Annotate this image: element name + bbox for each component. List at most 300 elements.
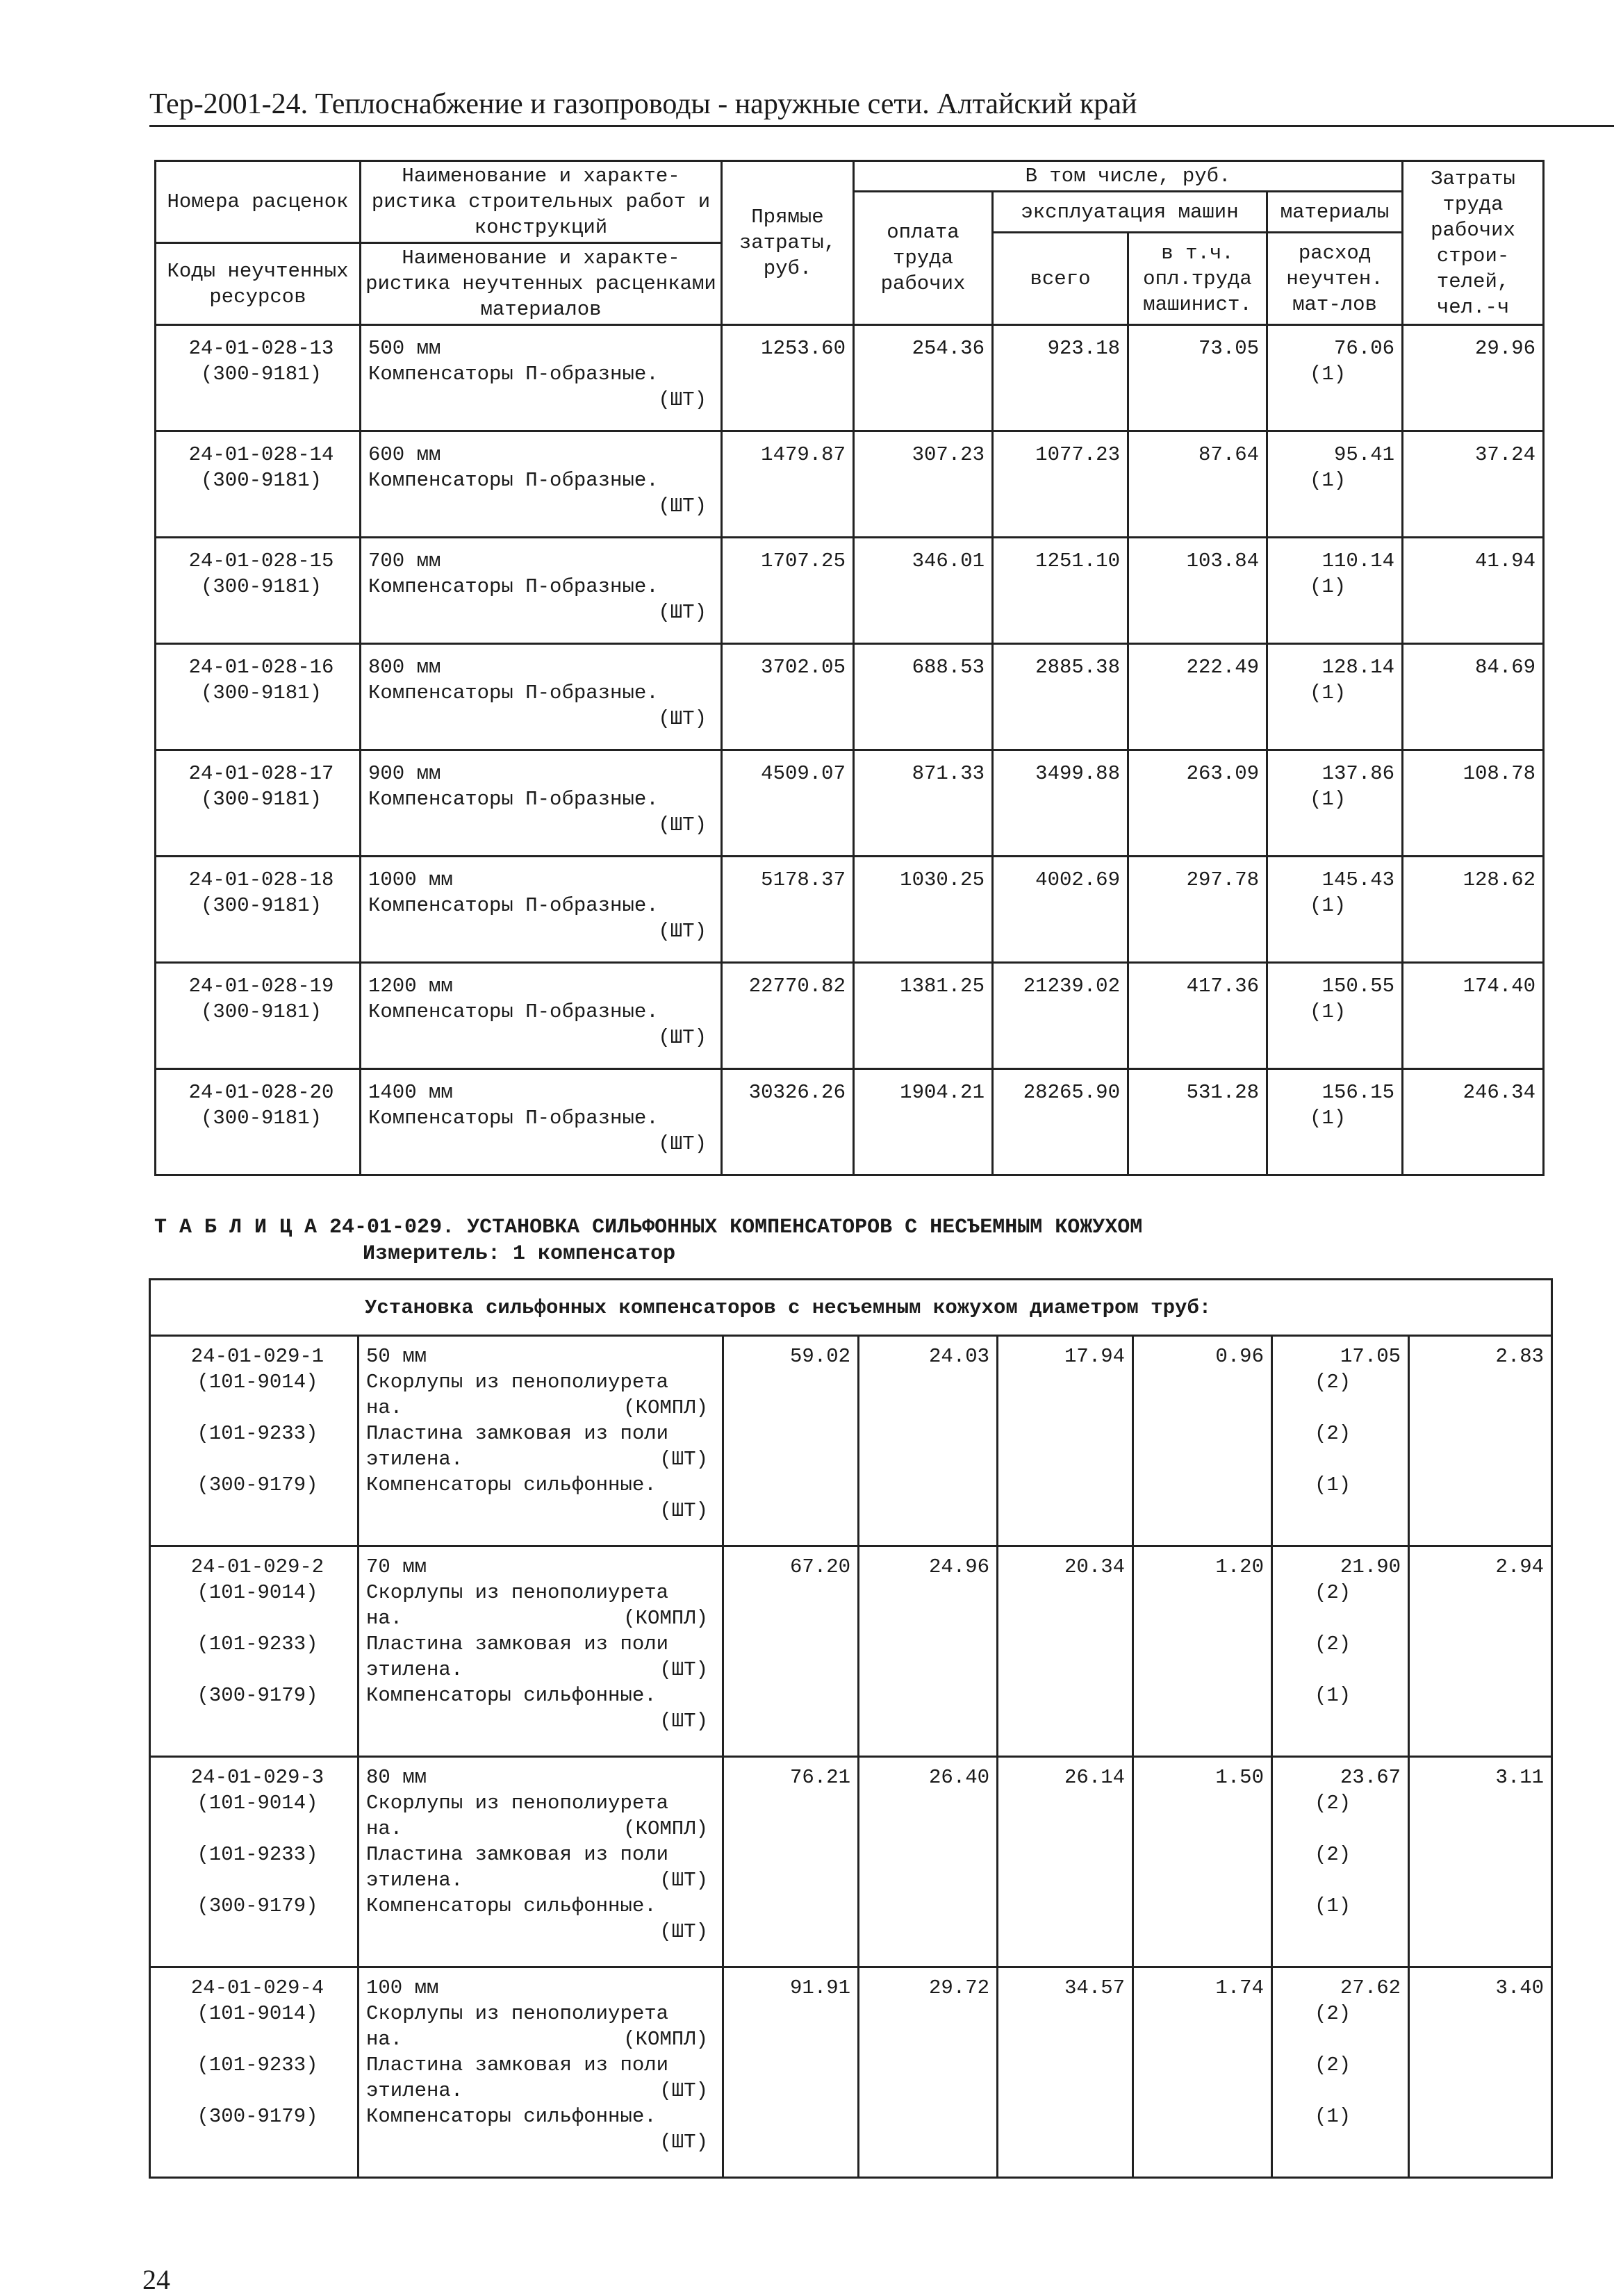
col-header-operator-pay: в т.ч. опл.труда машинист.: [1128, 233, 1267, 325]
cost-oper: 531.28: [1186, 1081, 1259, 1104]
materials-cost: 23.67: [1340, 1766, 1401, 1789]
cost-pay: 1904.21: [900, 1081, 985, 1104]
materials-cell: [1267, 325, 1403, 431]
materials-cell: [1267, 1069, 1403, 1175]
resource-code: (101-9014): [197, 1371, 318, 1394]
unit-label: (ШТ): [658, 388, 707, 411]
table-caption: Т А Б Л И Ц А 24-01-029. УСТАНОВКА СИЛЬФОННЫХ КОМПЕНСАТОРОВ С НЕСЪЕМНЫМ КОЖУХОМ: [154, 1216, 1143, 1239]
material-quantity: (2): [1315, 1581, 1351, 1604]
cost-direct-cell: [722, 1069, 854, 1175]
cost-oper: 1.20: [1215, 1555, 1264, 1578]
labor-cell: [1409, 1546, 1552, 1757]
rate-code: 24-01-029-1: [190, 1345, 324, 1368]
cost-direct: 67.20: [789, 1555, 850, 1578]
material-quantity: (1): [1310, 469, 1347, 492]
labor-hours: 174.40: [1463, 975, 1536, 998]
resource-code: (101-9233): [197, 2054, 318, 2076]
labor-hours: 3.40: [1495, 1976, 1545, 1999]
rate-code-cell: [156, 1069, 361, 1175]
material-name: Компенсаторы сильфонные.: [366, 1894, 657, 1917]
spacer: [1280, 1395, 1401, 1421]
cost-mach: 4002.69: [1035, 868, 1120, 891]
cost-mach: 3499.88: [1035, 762, 1120, 785]
rate-code: 24-01-029-4: [190, 1976, 324, 1999]
cost-direct-cell: [723, 1757, 859, 1967]
material-name: Компенсаторы П-образные.: [368, 575, 659, 598]
unit-label: (ШТ): [659, 1658, 708, 1681]
cost-oper-cell: [1128, 963, 1267, 1069]
cost-oper: 263.09: [1186, 762, 1259, 785]
cost-mach-cell: [993, 1069, 1128, 1175]
pipe-diameter: 600 мм: [368, 443, 441, 466]
rates-table-24-01-029: [149, 1278, 1553, 2179]
spacer: [1280, 1446, 1401, 1472]
table-row: [156, 644, 1544, 750]
cost-direct-cell: [722, 431, 854, 538]
material-line: [366, 2078, 715, 2104]
labor-hours: 108.78: [1463, 762, 1536, 785]
material-quantity: (1): [1315, 1894, 1351, 1917]
cost-pay: 26.40: [928, 1766, 989, 1789]
labor-cell: [1403, 431, 1544, 538]
material-name: Компенсаторы П-образные.: [368, 469, 659, 492]
table-row: [150, 1757, 1552, 1967]
materials-cell: [1267, 644, 1403, 750]
resource-code: (300-9179): [197, 1473, 318, 1496]
resource-code: (101-9014): [197, 2002, 318, 2025]
labor-cell: [1403, 538, 1544, 644]
material-quantity: (1): [1310, 1107, 1347, 1130]
resource-code: (101-9014): [197, 1792, 318, 1815]
material-quantity: (1): [1315, 1473, 1351, 1496]
materials-cell: [1272, 1757, 1409, 1967]
cost-direct-cell: [723, 1967, 859, 2178]
rate-code-cell: [150, 1546, 359, 1757]
labor-hours: 2.94: [1495, 1555, 1545, 1578]
work-description-cell: [361, 644, 722, 750]
material-quantity: (1): [1310, 575, 1347, 598]
cost-oper: 297.78: [1186, 868, 1259, 891]
spacer: [165, 1657, 350, 1683]
labor-cell: [1409, 1757, 1552, 1967]
unit-label: (ШТ): [658, 601, 707, 624]
cost-direct-cell: [723, 1546, 859, 1757]
table-row: [150, 1967, 1552, 2178]
rate-code: 24-01-028-16: [188, 656, 334, 679]
pipe-diameter: 80 мм: [366, 1766, 427, 1789]
spacer: [165, 2078, 350, 2104]
material-name: Компенсаторы сильфонные.: [366, 2105, 657, 2128]
material-quantity: (2): [1315, 1843, 1351, 1866]
rate-code: 24-01-028-14: [188, 443, 334, 466]
material-name-cont: этилена.: [366, 2079, 463, 2102]
work-description-cell: [359, 1336, 723, 1546]
col-header-materials: материалы: [1267, 192, 1403, 233]
labor-cell: [1403, 857, 1544, 963]
work-description-cell: [361, 538, 722, 644]
labor-hours: 246.34: [1463, 1081, 1536, 1104]
spacer: [1280, 2078, 1401, 2104]
cost-mach: 923.18: [1047, 337, 1120, 360]
table-row: [156, 857, 1544, 963]
rates-table-24-01-028: [154, 160, 1545, 1176]
cost-pay-cell: [854, 644, 993, 750]
materials-cell: [1267, 963, 1403, 1069]
work-description-cell: [361, 325, 722, 431]
material-quantity: (1): [1310, 894, 1347, 917]
labor-cell: [1403, 1069, 1544, 1175]
col-header-material-name: Наименование и характе- ристика неучтенных расценками материалов: [361, 243, 722, 325]
spacer: [1280, 1867, 1401, 1893]
rate-code: 24-01-028-13: [188, 337, 334, 360]
rate-code-cell: [150, 1967, 359, 2178]
col-header-including: В том числе, руб.: [854, 161, 1403, 192]
materials-cell: [1272, 1967, 1409, 2178]
spacer: [165, 1867, 350, 1893]
material-name: Пластина замковая из поли: [366, 1633, 669, 1655]
col-header-labor-pay: оплата труда рабочих: [854, 192, 993, 325]
cost-mach-cell: [993, 963, 1128, 1069]
material-name: Скорлупы из пенополиурета: [366, 1792, 669, 1815]
material-name: Компенсаторы П-образные.: [368, 788, 659, 811]
work-description-cell: [361, 963, 722, 1069]
cost-pay: 307.23: [912, 443, 985, 466]
cost-pay: 871.33: [912, 762, 985, 785]
materials-cost: 17.05: [1340, 1345, 1401, 1368]
resource-code: (101-9233): [197, 1843, 318, 1866]
material-line: [366, 1395, 715, 1421]
col-header-direct-costs: Прямые затраты, руб.: [722, 161, 854, 325]
materials-cost: 128.14: [1321, 656, 1395, 679]
resource-code: (101-9233): [197, 1633, 318, 1655]
cost-pay: 688.53: [912, 656, 985, 679]
cost-mach: 2885.38: [1035, 656, 1120, 679]
cost-pay: 24.03: [928, 1345, 989, 1368]
work-description-cell: [361, 857, 722, 963]
cost-direct-cell: [722, 325, 854, 431]
cost-mach: 17.94: [1064, 1345, 1125, 1368]
pipe-diameter: 1200 мм: [368, 975, 453, 998]
unit-label: (ШТ): [658, 707, 707, 730]
cost-oper-cell: [1128, 431, 1267, 538]
unit-label: (ШТ): [658, 920, 707, 943]
cost-direct: 76.21: [789, 1766, 850, 1789]
material-name-cont: этилена.: [366, 1448, 463, 1471]
resource-code: (300-9181): [200, 894, 322, 917]
work-description-cell: [359, 1757, 723, 1967]
table-row: [156, 750, 1544, 857]
labor-hours: 128.62: [1463, 868, 1536, 891]
labor-hours: 37.24: [1475, 443, 1536, 466]
cost-pay-cell: [859, 1967, 998, 2178]
material-quantity: (1): [1310, 682, 1347, 704]
cost-mach-cell: [993, 644, 1128, 750]
rate-code-cell: [156, 857, 361, 963]
cost-oper-cell: [1133, 1967, 1272, 2178]
table-group-heading: Установка сильфонных компенсаторов с несъемным кожухом диаметром труб:: [150, 1280, 1552, 1336]
work-description-cell: [361, 750, 722, 857]
rates-table-body: [156, 325, 1544, 1175]
table-meter: Измеритель: 1 компенсатор: [363, 1242, 676, 1266]
labor-cell: [1403, 325, 1544, 431]
material-name: Пластина замковая из поли: [366, 1422, 669, 1445]
rate-code: 24-01-028-20: [188, 1081, 334, 1104]
spacer: [1280, 2026, 1401, 2052]
material-name: Скорлупы из пенополиурета: [366, 1581, 669, 1604]
table-row: [156, 431, 1544, 538]
cost-oper: 103.84: [1186, 550, 1259, 572]
pipe-diameter: 1000 мм: [368, 868, 453, 891]
material-quantity: (2): [1315, 1422, 1351, 1445]
material-name-cont: на.: [366, 2028, 403, 2051]
cost-direct: 30326.26: [748, 1081, 846, 1104]
cost-direct: 91.91: [789, 1976, 850, 1999]
resource-code: (101-9233): [197, 1422, 318, 1445]
material-name: Компенсаторы П-образные.: [368, 1107, 659, 1130]
material-line: [366, 1446, 715, 1472]
resource-code: (300-9181): [200, 363, 322, 386]
cost-mach: 1251.10: [1035, 550, 1120, 572]
cost-mach-cell: [993, 538, 1128, 644]
material-line: [366, 1605, 715, 1631]
material-quantity: (2): [1315, 1371, 1351, 1394]
unit-label: (ШТ): [658, 1026, 707, 1049]
cost-oper-cell: [1128, 325, 1267, 431]
material-name-cont: этилена.: [366, 1658, 463, 1681]
cost-mach-cell: [998, 1546, 1133, 1757]
pipe-diameter: 500 мм: [368, 337, 441, 360]
material-name: Компенсаторы П-образные.: [368, 682, 659, 704]
material-name: Компенсаторы П-образные.: [368, 1000, 659, 1023]
materials-cost: 27.62: [1340, 1976, 1401, 1999]
cost-direct: 1253.60: [761, 337, 846, 360]
cost-direct-cell: [722, 750, 854, 857]
cost-direct: 22770.82: [748, 975, 846, 998]
cost-direct-cell: [722, 963, 854, 1069]
pipe-diameter: 700 мм: [368, 550, 441, 572]
rate-code-cell: [156, 644, 361, 750]
rate-code: 24-01-028-17: [188, 762, 334, 785]
table-row: [156, 538, 1544, 644]
materials-cell: [1267, 750, 1403, 857]
cost-direct: 1707.25: [761, 550, 846, 572]
material-quantity: (1): [1310, 1000, 1347, 1023]
materials-cost: 156.15: [1321, 1081, 1395, 1104]
spacer: [165, 2026, 350, 2052]
resource-code: (300-9181): [200, 469, 322, 492]
materials-cell: [1267, 538, 1403, 644]
resource-code: (300-9181): [200, 682, 322, 704]
resource-code: (300-9179): [197, 2105, 318, 2128]
col-header-materials-usage: расход неучтен. мат-лов: [1267, 233, 1403, 325]
material-name-cont: на.: [366, 1396, 403, 1419]
cost-mach-cell: [998, 1336, 1133, 1546]
spacer: [1280, 1605, 1401, 1631]
materials-cost: 110.14: [1321, 550, 1395, 572]
materials-cost: 137.86: [1321, 762, 1395, 785]
cost-pay-cell: [859, 1757, 998, 1967]
table-row: [156, 1069, 1544, 1175]
labor-hours: 41.94: [1475, 550, 1536, 572]
unit-label: (ШТ): [658, 813, 707, 836]
cost-pay: 1381.25: [900, 975, 985, 998]
cost-mach: 1077.23: [1035, 443, 1120, 466]
labor-cell: [1403, 644, 1544, 750]
col-header-labor-costs: Затраты труда рабочих строи- телей, чел.-ч: [1403, 161, 1544, 325]
cost-direct-cell: [722, 538, 854, 644]
materials-cost: 145.43: [1321, 868, 1395, 891]
rate-code-cell: [150, 1336, 359, 1546]
unit-label: (ШТ): [658, 495, 707, 518]
materials-cell: [1267, 857, 1403, 963]
pipe-diameter: 800 мм: [368, 656, 441, 679]
col-header-machines: эксплуатация машин: [993, 192, 1267, 233]
work-description-cell: [359, 1546, 723, 1757]
resource-code: (300-9181): [200, 1107, 322, 1130]
cost-oper: 222.49: [1186, 656, 1259, 679]
unit-label: (КОМПЛ): [623, 1817, 708, 1840]
material-quantity: (1): [1310, 363, 1347, 386]
unit-label: (ШТ): [659, 1710, 708, 1733]
cost-mach: 34.57: [1064, 1976, 1125, 1999]
pipe-diameter: 900 мм: [368, 762, 441, 785]
material-quantity: (2): [1315, 1792, 1351, 1815]
cost-pay-cell: [859, 1546, 998, 1757]
col-header-work-name: Наименование и характе- ристика строительных работ и конструкций: [361, 161, 722, 243]
material-name: Компенсаторы сильфонные.: [366, 1684, 657, 1707]
cost-mach-cell: [993, 750, 1128, 857]
material-quantity: (1): [1315, 2105, 1351, 2128]
resource-code: (300-9179): [197, 1894, 318, 1917]
material-quantity: (1): [1310, 788, 1347, 811]
unit-label: (ШТ): [659, 1448, 708, 1471]
labor-hours: 29.96: [1475, 337, 1536, 360]
material-name-cont: на.: [366, 1817, 403, 1840]
cost-oper: 0.96: [1215, 1345, 1264, 1368]
labor-cell: [1409, 1336, 1552, 1546]
labor-cell: [1403, 963, 1544, 1069]
rate-code-cell: [156, 538, 361, 644]
material-name: Компенсаторы сильфонные.: [366, 1473, 657, 1496]
material-name: Пластина замковая из поли: [366, 2054, 669, 2076]
material-name: Компенсаторы П-образные.: [368, 894, 659, 917]
material-name: Скорлупы из пенополиурета: [366, 2002, 669, 2025]
cost-oper: 73.05: [1198, 337, 1259, 360]
table-row: [156, 963, 1544, 1069]
spacer: [165, 1605, 350, 1631]
table-row: [156, 325, 1544, 431]
spacer: [165, 1816, 350, 1842]
rate-code: 24-01-028-15: [188, 550, 334, 572]
rate-code: 24-01-028-18: [188, 868, 334, 891]
labor-cell: [1409, 1967, 1552, 2178]
materials-cell: [1272, 1546, 1409, 1757]
rate-code-cell: [156, 325, 361, 431]
table-row: [150, 1546, 1552, 1757]
document-header-title: Тер-2001-24. Теплоснабжение и газопроводы - наружные сети. Алтайский край: [149, 88, 1137, 120]
resource-code: (101-9014): [197, 1581, 318, 1604]
col-header-rate-numbers: Номера расценок: [156, 161, 361, 243]
rate-code-cell: [156, 963, 361, 1069]
materials-cost: 21.90: [1340, 1555, 1401, 1578]
cost-direct-cell: [722, 857, 854, 963]
material-name: Компенсаторы П-образные.: [368, 363, 659, 386]
spacer: [165, 1395, 350, 1421]
cost-oper: 1.74: [1215, 1976, 1264, 1999]
cost-mach: 20.34: [1064, 1555, 1125, 1578]
resource-code: (300-9181): [200, 788, 322, 811]
work-description-cell: [361, 431, 722, 538]
material-line: [366, 1816, 715, 1842]
resource-code: (300-9181): [200, 575, 322, 598]
unit-label: (ШТ): [659, 1499, 708, 1522]
material-quantity: (2): [1315, 2054, 1351, 2076]
rate-code: 24-01-029-2: [190, 1555, 324, 1578]
cost-pay: 24.96: [928, 1555, 989, 1578]
cost-direct: 1479.87: [761, 443, 846, 466]
cost-oper-cell: [1128, 857, 1267, 963]
cost-direct: 59.02: [789, 1345, 850, 1368]
labor-hours: 2.83: [1495, 1345, 1545, 1368]
cost-oper-cell: [1133, 1336, 1272, 1546]
cost-direct-cell: [723, 1336, 859, 1546]
cost-mach-cell: [993, 431, 1128, 538]
rate-code-cell: [156, 750, 361, 857]
materials-cell: [1267, 431, 1403, 538]
materials-cost: 150.55: [1321, 975, 1395, 998]
pipe-diameter: 100 мм: [366, 1976, 439, 1999]
work-description-cell: [359, 1967, 723, 2178]
spacer: [1280, 1657, 1401, 1683]
pipe-diameter: 1400 мм: [368, 1081, 453, 1104]
cost-pay-cell: [854, 963, 993, 1069]
unit-label: (КОМПЛ): [623, 1396, 708, 1419]
cost-direct: 5178.37: [761, 868, 846, 891]
materials-cost: 76.06: [1334, 337, 1395, 360]
material-name-cont: этилена.: [366, 1869, 463, 1892]
material-name: Скорлупы из пенополиурета: [366, 1371, 669, 1394]
cost-pay: 346.01: [912, 550, 985, 572]
cost-oper-cell: [1133, 1757, 1272, 1967]
material-name-cont: на.: [366, 1607, 403, 1630]
resource-code: (300-9181): [200, 1000, 322, 1023]
material-name: Пластина замковая из поли: [366, 1843, 669, 1866]
cost-oper-cell: [1128, 1069, 1267, 1175]
cost-oper-cell: [1133, 1546, 1272, 1757]
header-rule: [149, 125, 1614, 127]
cost-direct-cell: [722, 644, 854, 750]
cost-pay-cell: [854, 857, 993, 963]
cost-oper: 417.36: [1186, 975, 1259, 998]
spacer: [1280, 1816, 1401, 1842]
cost-pay-cell: [859, 1336, 998, 1546]
unit-label: (ШТ): [659, 1869, 708, 1892]
cost-pay-cell: [854, 750, 993, 857]
pipe-diameter: 70 мм: [366, 1555, 427, 1578]
cost-pay: 254.36: [912, 337, 985, 360]
unit-label: (ШТ): [659, 1920, 708, 1943]
bellows-table-body: [150, 1336, 1552, 2178]
cost-pay: 1030.25: [900, 868, 985, 891]
work-description-cell: [361, 1069, 722, 1175]
material-quantity: (2): [1315, 2002, 1351, 2025]
cost-mach-cell: [998, 1757, 1133, 1967]
col-header-machines-total: всего: [993, 233, 1128, 325]
materials-cost: 95.41: [1334, 443, 1395, 466]
materials-cell: [1272, 1336, 1409, 1546]
cost-oper: 87.64: [1198, 443, 1259, 466]
cost-direct: 3702.05: [761, 656, 846, 679]
